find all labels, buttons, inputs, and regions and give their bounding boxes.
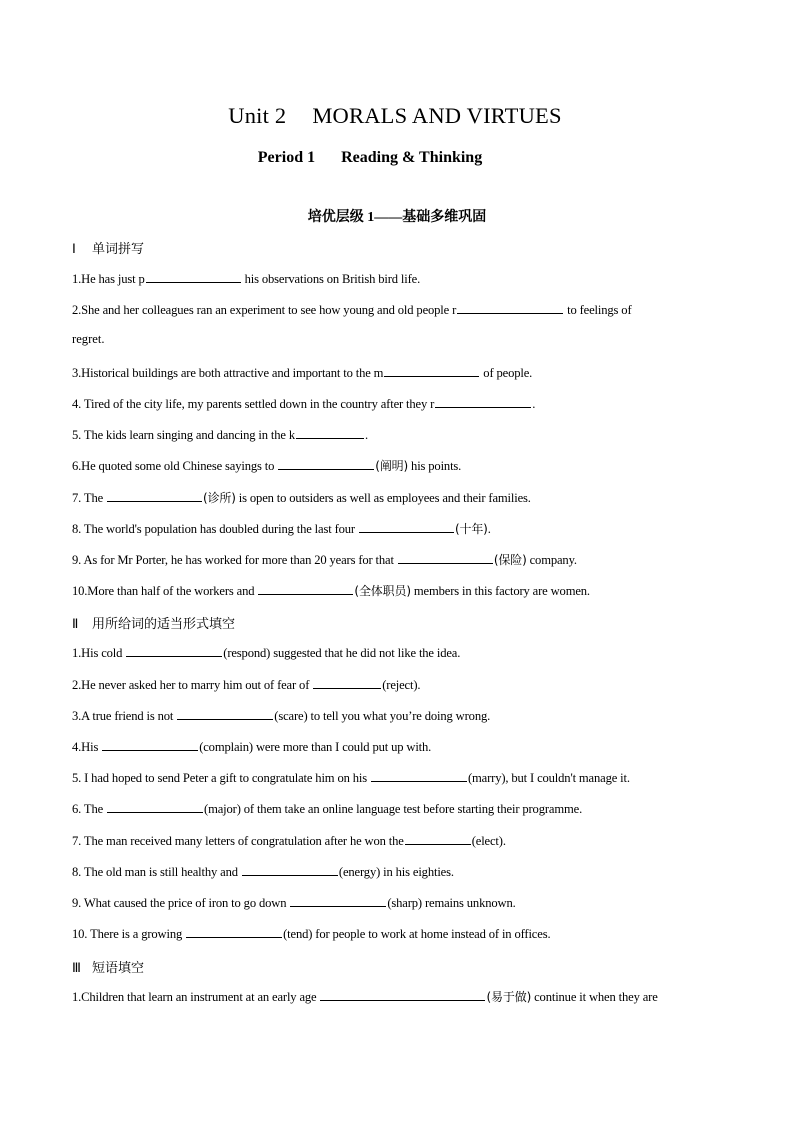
chinese-hint: (十年): [454, 522, 488, 536]
answer-blank[interactable]: [313, 676, 381, 689]
section-title: 用所给词的适当形式填空: [92, 617, 236, 632]
answer-blank[interactable]: [405, 832, 471, 845]
page-title: [0, 103, 790, 129]
answer-blank[interactable]: [371, 769, 467, 782]
answer-blank[interactable]: [320, 988, 485, 1001]
chinese-hint: (阐明): [375, 459, 409, 473]
answer-blank[interactable]: [258, 582, 353, 595]
chinese-hint: (全体职员): [354, 584, 411, 598]
exercise-item: 7. The man received many letters of congratulation after he won the (elect).: [72, 834, 506, 848]
exercise-item: 1.Children that learn an instrument at an early age (易于做) continue it when they are: [72, 990, 658, 1004]
exercise-item: 5. I had hoped to send Peter a gift to congratulate him on his (marry), but I couldn't manage it.: [72, 771, 630, 785]
answer-blank[interactable]: [126, 644, 222, 657]
section-numeral: Ⅱ: [72, 616, 79, 631]
section-numeral: Ⅰ: [72, 241, 76, 256]
section-heading-1: [72, 238, 144, 257]
exercise-item: 8. The world's population has doubled during the last four (十年).: [72, 522, 491, 536]
section-numeral: Ⅲ: [72, 960, 81, 975]
answer-blank[interactable]: [384, 364, 479, 377]
answer-blank[interactable]: [177, 707, 273, 720]
exercise-item: 9. What caused the price of iron to go down (sharp) remains unknown.: [72, 896, 516, 910]
chinese-hint: (保险): [493, 553, 527, 567]
exercise-item: 3.Historical buildings are both attractive and important to the m of people.: [72, 366, 533, 380]
exercise-item: 1.His cold (respond) suggested that he did not like the idea.: [72, 646, 461, 660]
chinese-hint: (易于做): [486, 990, 532, 1004]
exercise-item: 6.He quoted some old Chinese sayings to (阐明) his points.: [72, 459, 462, 473]
answer-blank[interactable]: [107, 489, 202, 502]
answer-blank[interactable]: [457, 301, 563, 314]
answer-blank[interactable]: [186, 925, 282, 938]
page-subtitle: [0, 149, 740, 167]
exercise-item: 9. As for Mr Porter, he has worked for more than 20 years for that (保险) company.: [72, 553, 577, 567]
exercise-item: 2.He never asked her to marry him out of fear of (reject).: [72, 678, 421, 692]
exercise-item: 2.She and her colleagues ran an experiment to see how young and old people r to feelings of: [72, 303, 632, 317]
exercise-item: 6. The (major) of them take an online language test before starting their programme.: [72, 802, 583, 816]
section-title: 短语填空: [92, 961, 145, 976]
level-heading: 培优层级 1——基础多维巩固: [307, 210, 487, 225]
answer-blank[interactable]: [102, 738, 198, 751]
exercise-item: 1.He has just p his observations on British bird life.: [72, 272, 421, 286]
section-heading-2: [72, 613, 235, 632]
exercise-item: 10. There is a growing (tend) for people to work at home instead of in offices.: [72, 927, 551, 941]
answer-blank[interactable]: [107, 800, 203, 813]
answer-blank[interactable]: [435, 395, 531, 408]
unit-title: MORALS AND VIRTUES: [312, 103, 562, 128]
exercise-item: 5. The kids learn singing and dancing in the k .: [72, 428, 369, 442]
answer-blank[interactable]: [398, 551, 493, 564]
exercise-item: 7. The (诊所) is open to outsiders as well as employees and their families.: [72, 491, 531, 505]
exercise-item: 8. The old man is still healthy and (energy) in his eighties.: [72, 865, 454, 879]
answer-blank[interactable]: [146, 270, 241, 283]
section-heading-3: [72, 957, 144, 976]
period-number: Period 1: [257, 149, 316, 166]
section-title: 单词拼写: [92, 242, 145, 257]
chinese-hint: (诊所): [203, 491, 236, 505]
answer-blank[interactable]: [296, 426, 364, 439]
answer-blank[interactable]: [278, 457, 374, 470]
exercise-item: 10.More than half of the workers and (全体职员) members in this factory are women.: [72, 584, 590, 598]
exercise-item: 4.His (complain) were more than I could put up with.: [72, 740, 432, 754]
exercise-item: 4. Tired of the city life, my parents settled down in the country after they r .: [72, 397, 536, 411]
answer-blank[interactable]: [359, 520, 454, 533]
answer-blank[interactable]: [290, 894, 386, 907]
period-title: Reading & Thinking: [341, 149, 483, 166]
exercise-item: 3.A true friend is not (scare) to tell you what you’re doing wrong.: [72, 709, 491, 723]
unit-number: Unit 2: [228, 103, 287, 128]
answer-blank[interactable]: [242, 863, 338, 876]
exercise-item-continuation: regret.: [72, 332, 105, 346]
